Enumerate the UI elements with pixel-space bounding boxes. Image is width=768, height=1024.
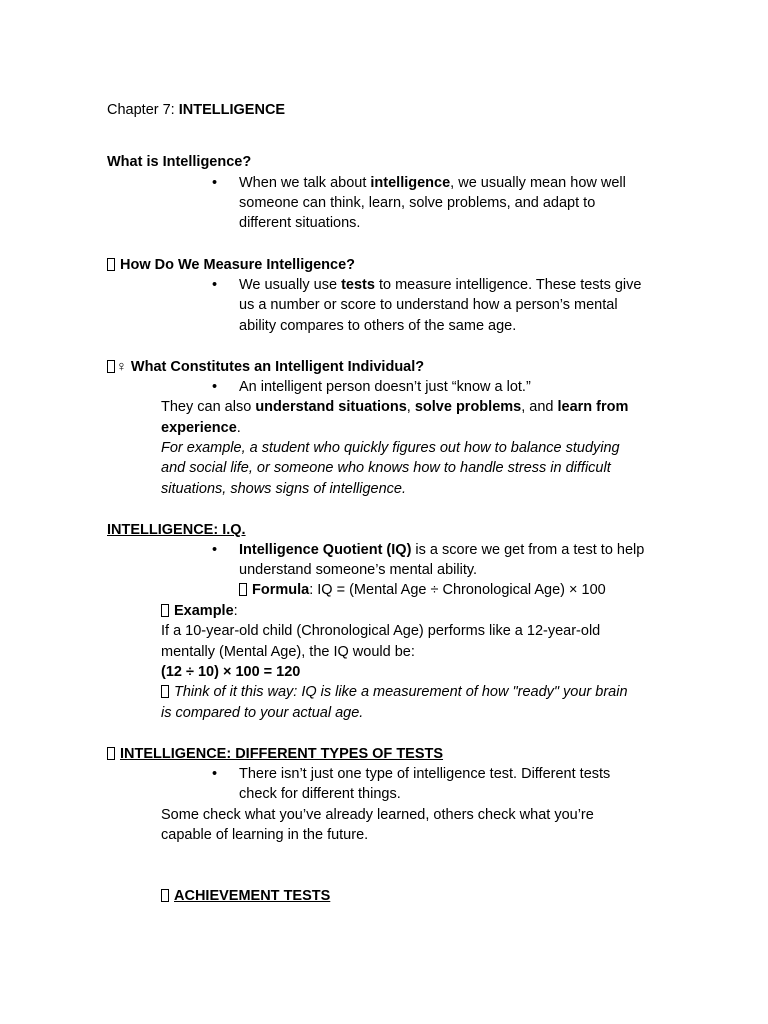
s5-bullet-line-2: check for different things.: [239, 786, 401, 802]
heading-intelligent-individual: ♀ What Constitutes an Intelligent Individual?: [107, 357, 424, 377]
female-sign-icon: ♀: [116, 359, 127, 375]
bullet-marker: •: [212, 766, 218, 782]
missing-glyph-icon: [107, 360, 115, 373]
s4-bullet-line-2: understand someone’s mental ability.: [239, 562, 478, 578]
s4-think-line-1: Think of it this way: IQ is like a measurement of how "ready" your brain: [161, 682, 628, 702]
s5-bullet-line-1: There isn’t just one type of intelligence test. Different tests: [239, 766, 611, 782]
heading-measure-intelligence: How Do We Measure Intelligence?: [107, 255, 355, 275]
missing-glyph-icon: [161, 685, 169, 698]
bullet-marker: •: [212, 175, 218, 191]
s4-calculation: (12 ÷ 10) × 100 = 120: [161, 664, 301, 680]
heading-achievement-tests: ACHIEVEMENT TESTS: [161, 886, 330, 906]
s4-bullet-line-1: Intelligence Quotient (IQ) is a score we get from a test to help: [239, 542, 645, 558]
heading-iq: INTELLIGENCE: I.Q.: [107, 522, 246, 538]
bullet-marker: •: [212, 542, 218, 558]
missing-glyph-icon: [239, 583, 247, 596]
bullet-marker: •: [212, 277, 218, 293]
s4-example-line-2: mentally (Mental Age), the IQ would be:: [161, 644, 415, 660]
missing-glyph-icon: [107, 258, 115, 271]
s1-bullet-line-3: different situations.: [239, 215, 361, 231]
s4-example-label: Example:: [161, 601, 238, 621]
s3-para-line-1: They can also understand situations, solve problems, and learn from: [161, 399, 629, 415]
chapter-label: Chapter 7:: [107, 102, 179, 118]
s3-bullet-line-1: An intelligent person doesn’t just “know a lot.”: [239, 379, 531, 395]
heading-what-is-intelligence: What is Intelligence?: [107, 154, 252, 170]
chapter-title: [107, 100, 285, 120]
missing-glyph-icon: [161, 889, 169, 902]
missing-glyph-icon: [161, 604, 169, 617]
s2-bullet-line-1: We usually use tests to measure intelligence. These tests give: [239, 277, 642, 293]
bullet-marker: •: [212, 379, 218, 395]
s3-example-line-3: situations, shows signs of intelligence.: [161, 481, 407, 497]
s2-bullet-line-3: ability compares to others of the same age.: [239, 318, 517, 334]
s3-example-line-1: For example, a student who quickly figures out how to balance studying: [161, 440, 620, 456]
s2-bullet-line-2: us a number or score to understand how a person’s mental: [239, 297, 618, 313]
s4-example-line-1: If a 10-year-old child (Chronological Age) performs like a 12-year-old: [161, 623, 601, 639]
s5-para-line-1: Some check what you’ve already learned, others check what you’re: [161, 807, 594, 823]
s4-think-line-2: is compared to your actual age.: [161, 705, 364, 721]
s3-example-line-2: and social life, or someone who knows how to handle stress in difficult: [161, 460, 611, 476]
s5-para-line-2: capable of learning in the future.: [161, 827, 369, 843]
chapter-name: INTELLIGENCE: [178, 102, 286, 118]
heading-types-of-tests: INTELLIGENCE: DIFFERENT TYPES OF TESTS: [107, 744, 443, 764]
s4-formula-line: Formula: IQ = (Mental Age ÷ Chronological Age) × 100: [239, 580, 606, 600]
s1-bullet-line-2: someone can think, learn, solve problems, and adapt to: [239, 195, 596, 211]
s1-bullet-line-1: When we talk about intelligence, we usually mean how well: [239, 175, 626, 191]
s3-para-line-2: experience.: [161, 420, 241, 436]
missing-glyph-icon: [107, 747, 115, 760]
